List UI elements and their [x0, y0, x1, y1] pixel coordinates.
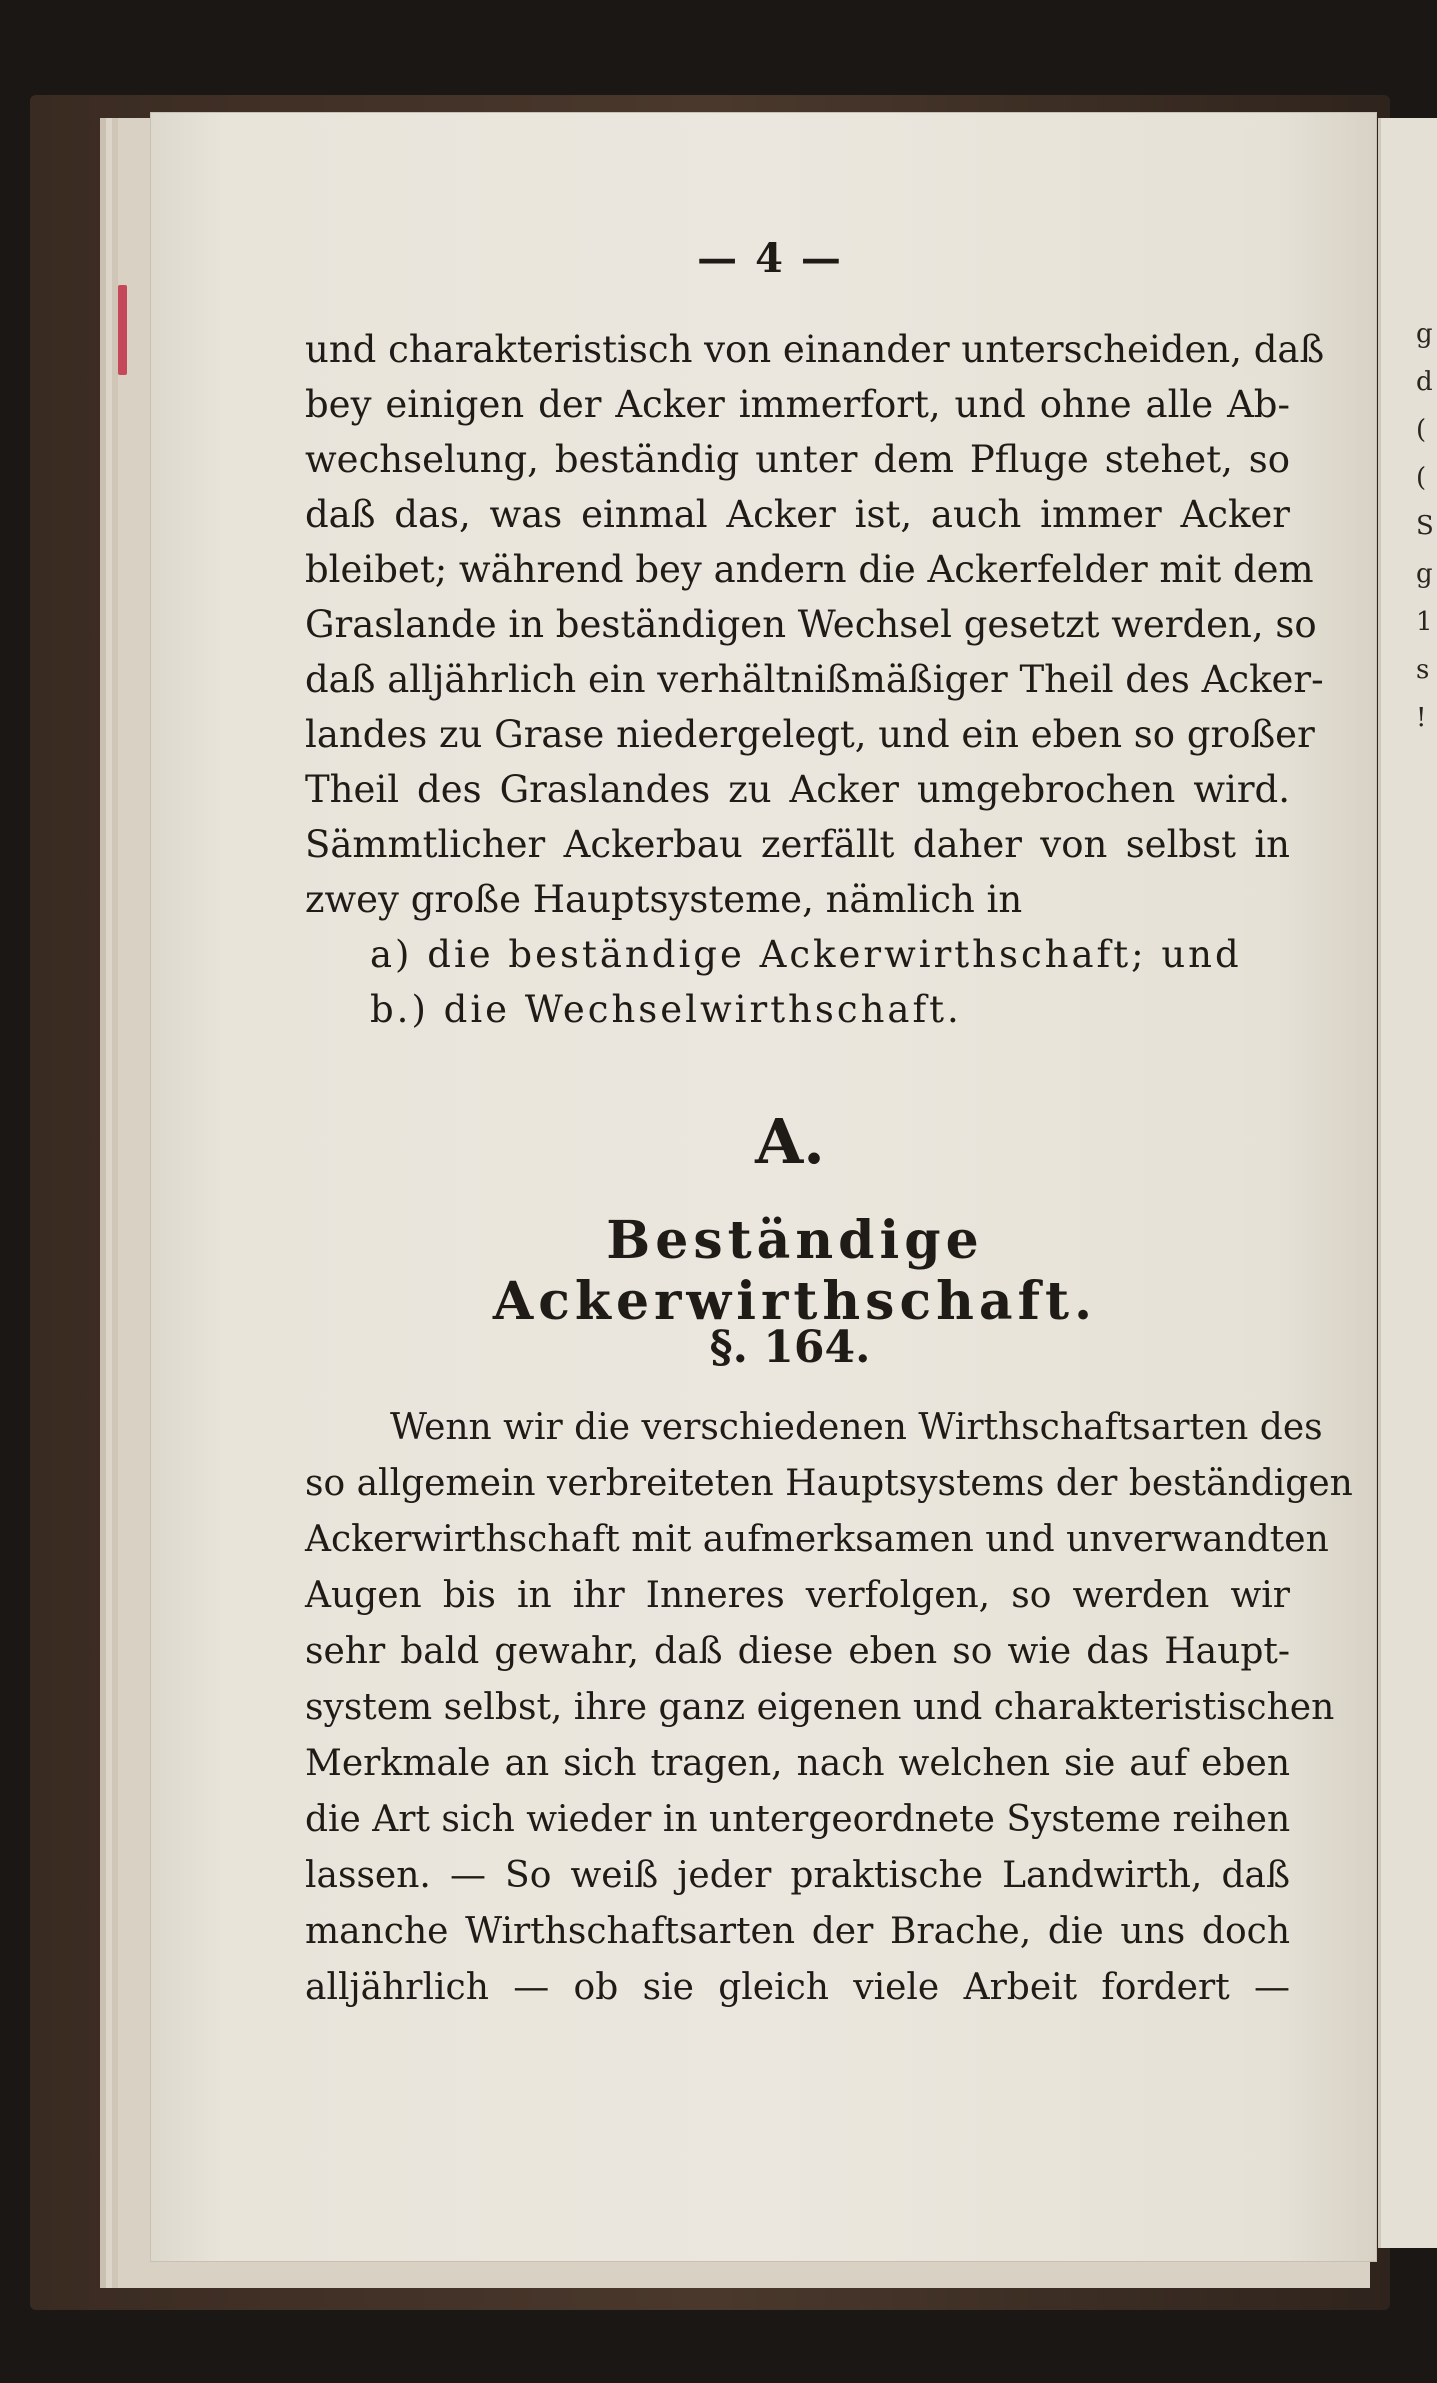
- text-line: Theil des Graslandes zu Acker umgebrochen wird.: [305, 768, 1290, 811]
- text-line: zwey große Hauptsysteme, nämlich in: [305, 878, 1023, 921]
- glyph: g: [1416, 559, 1433, 589]
- glyph: (: [1416, 463, 1427, 493]
- text-line: lassen. — So weiß jeder praktische Landwirth, daß: [305, 1855, 1290, 1896]
- text-line: Sämmtlicher Ackerbau zerfällt daher von selbst in: [305, 823, 1290, 866]
- text-line: Wenn wir die verschiedenen Wirthschaftsarten des: [390, 1407, 1323, 1448]
- text-line: Merkmale an sich tragen, nach welchen sie auf eben: [305, 1743, 1290, 1784]
- section-letter: A.: [755, 1105, 825, 1178]
- text-line: wechselung, beständig unter dem Pfluge stehet, so: [305, 438, 1290, 481]
- glyph: d: [1416, 367, 1433, 397]
- text-line: bleibet; während bey andern die Ackerfelder mit dem: [305, 548, 1314, 591]
- text-line: manche Wirthschaftsarten der Brache, die uns doch: [305, 1911, 1290, 1952]
- section-title: Beständige Ackerwirthschaft.: [492, 1210, 1098, 1332]
- text-line: system selbst, ihre ganz eigenen und charakteristischen: [305, 1687, 1335, 1728]
- glyph: g: [1416, 319, 1433, 349]
- text-line: bey einigen der Acker immerfort, und ohne alle Ab-: [305, 383, 1290, 426]
- paragraph-marker: §. 164.: [709, 1322, 871, 1373]
- list-item: a) die beständige Ackerwirthschaft; und: [370, 933, 1242, 976]
- glyph: (: [1416, 415, 1427, 445]
- text-line: daß das, was einmal Acker ist, auch immer Acker: [305, 493, 1290, 536]
- text-line: landes zu Grase niedergelegt, und ein eben so großer: [305, 713, 1315, 756]
- text-line: Augen bis in ihr Inneres verfolgen, so werden wir: [305, 1575, 1290, 1616]
- glyph: !: [1416, 703, 1427, 733]
- bookmark-ribbon: [118, 285, 127, 375]
- text-line: Ackerwirthschaft mit aufmerksamen und unverwandten: [305, 1519, 1329, 1560]
- glyph: S: [1416, 511, 1434, 541]
- text-line: sehr bald gewahr, daß diese eben so wie das Haupt-: [305, 1631, 1290, 1672]
- list-item: b.) die Wechselwirthschaft.: [370, 988, 962, 1031]
- paragraph-164: [305, 1400, 1353, 2016]
- next-page-glyphs: [1416, 310, 1436, 742]
- glyph: s: [1416, 655, 1430, 685]
- text-line: so allgemein verbreiteten Hauptsystems der beständigen: [305, 1463, 1353, 1504]
- paragraph-continued: [305, 322, 1325, 1037]
- glyph: 1: [1416, 607, 1433, 637]
- text-line: daß alljährlich ein verhältnißmäßiger Theil des Acker-: [305, 658, 1324, 701]
- text-line: und charakteristisch von einander unterscheiden, daß: [305, 328, 1325, 371]
- page-number: — 4 —: [697, 235, 843, 282]
- text-line: Graslande in beständigen Wechsel gesetzt werden, so: [305, 603, 1317, 646]
- text-line: die Art sich wieder in untergeordnete Systeme reihen: [305, 1799, 1291, 1840]
- text-line: alljährlich — ob sie gleich viele Arbeit fordert —: [305, 1967, 1290, 2008]
